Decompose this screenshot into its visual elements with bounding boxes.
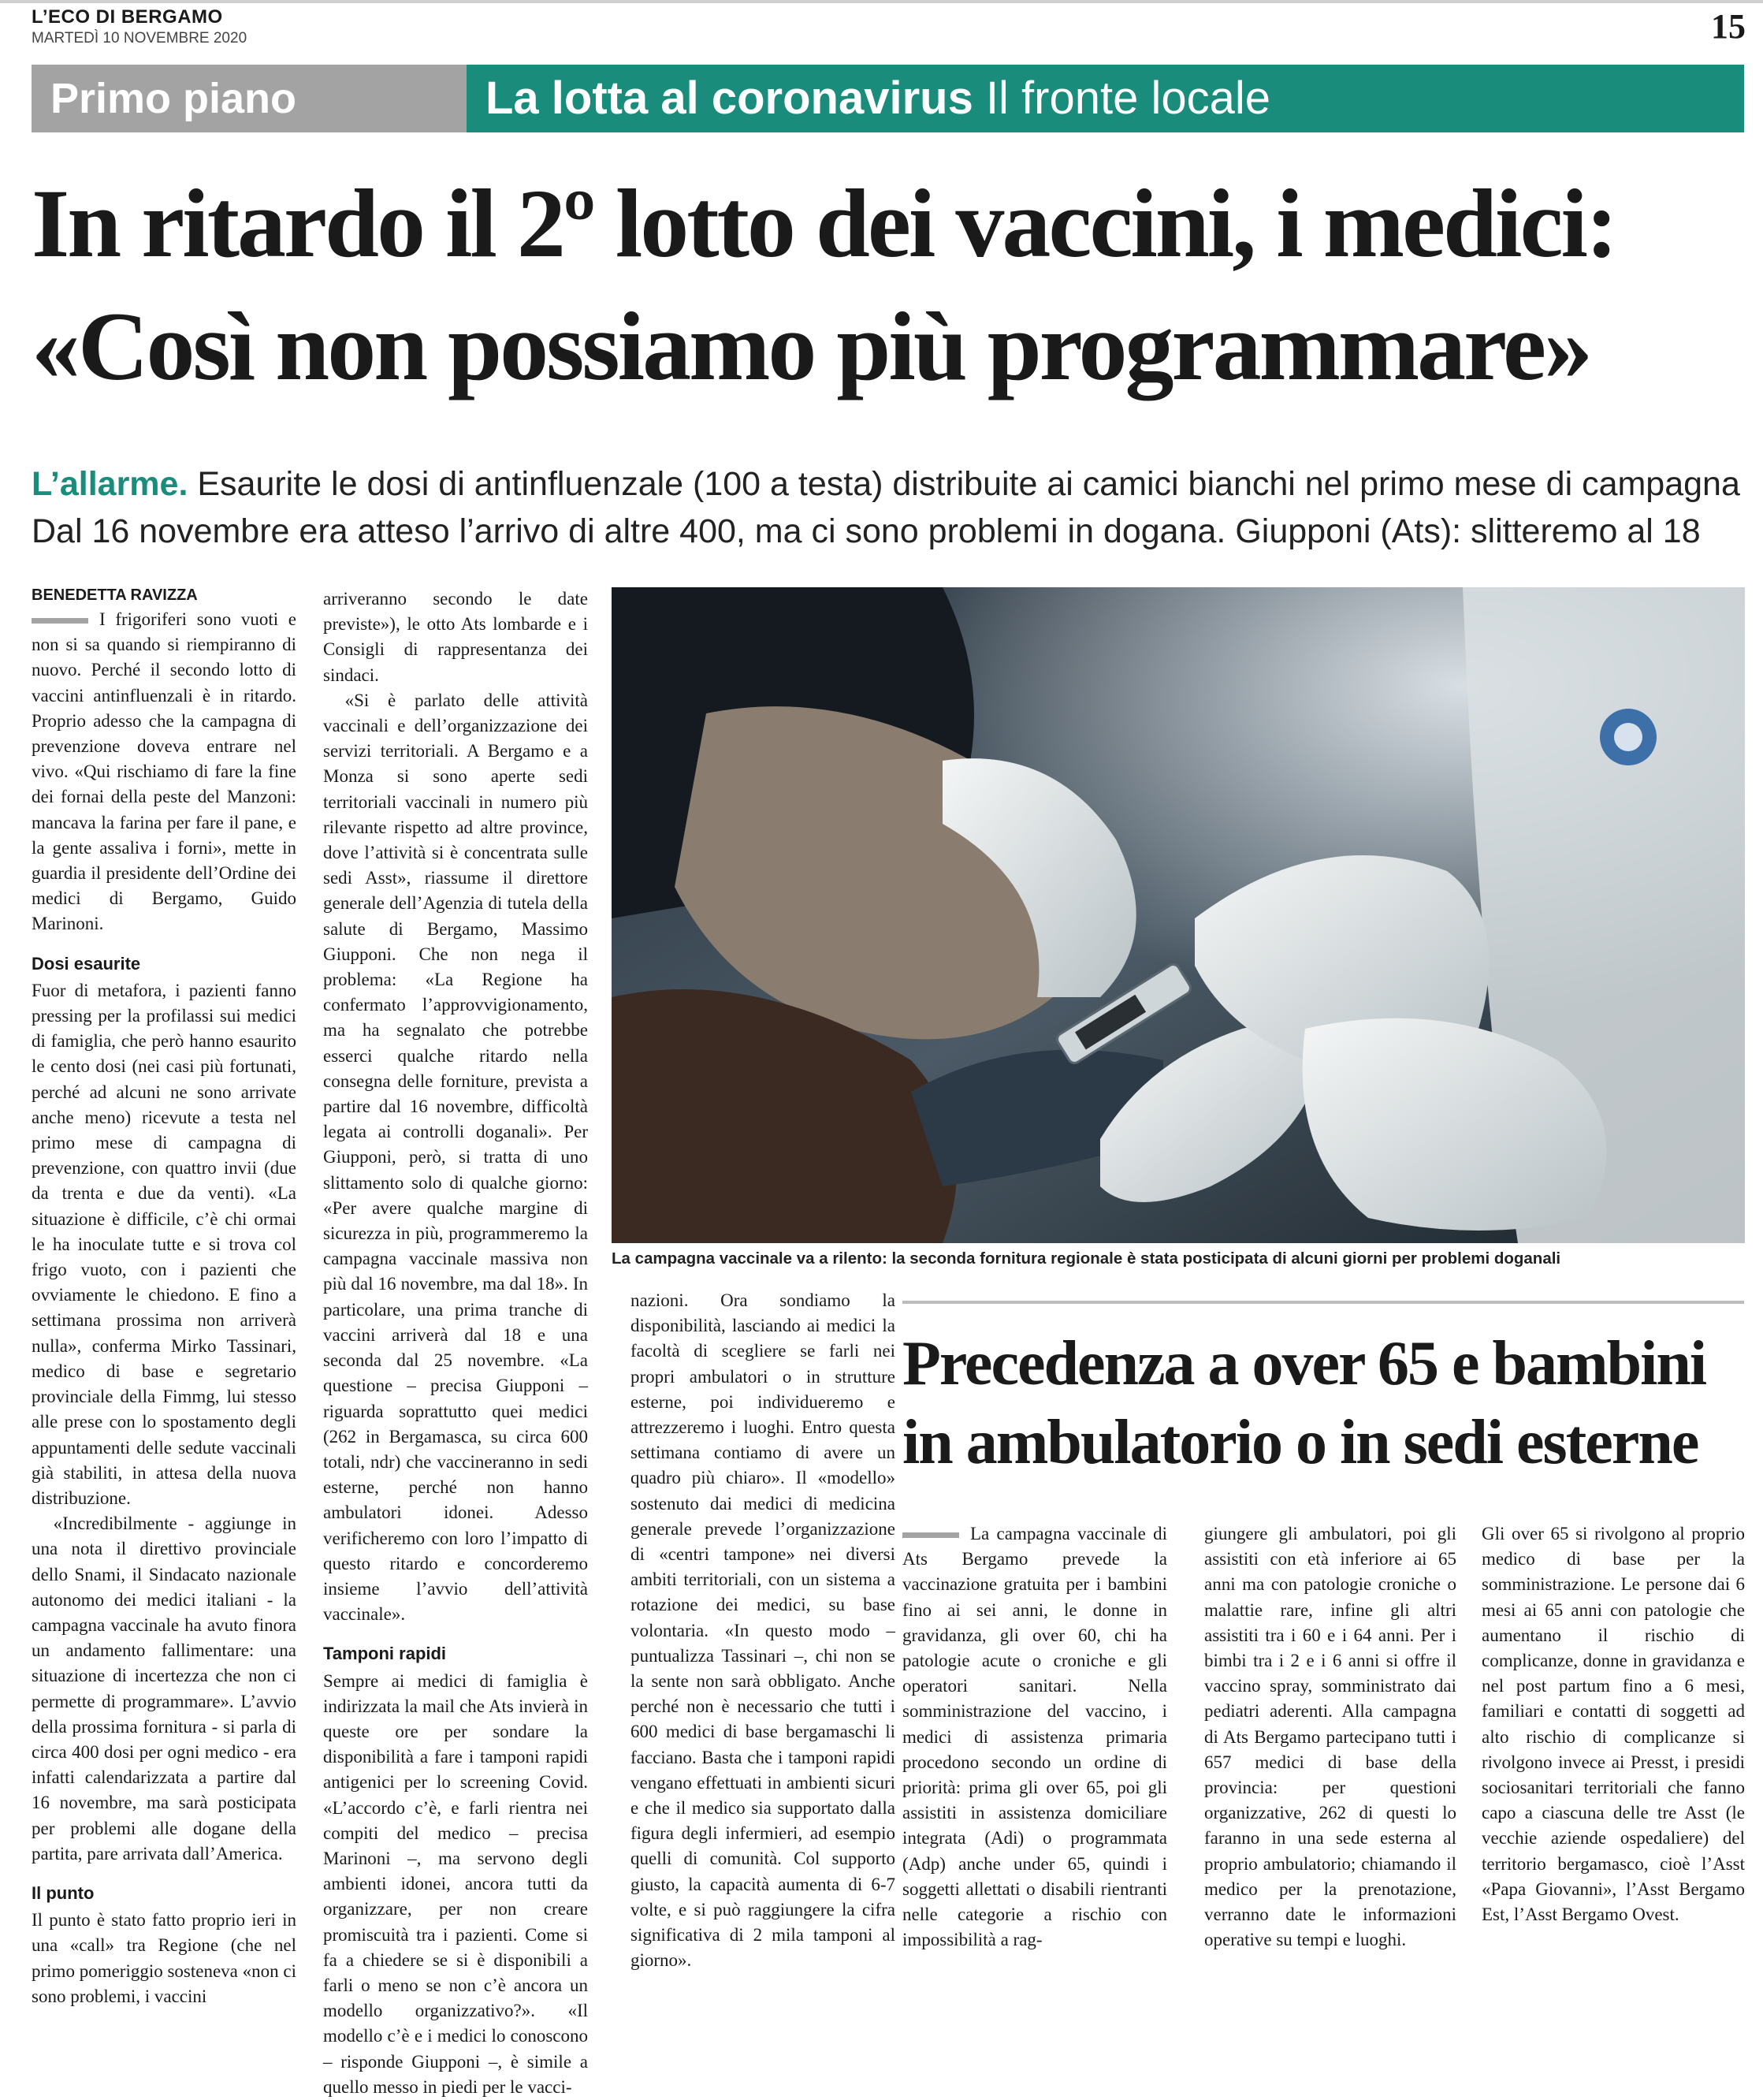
sidebar-rule bbox=[902, 1301, 1744, 1304]
page-number: 15 bbox=[1711, 7, 1746, 46]
subheading-tamponi-rapidi: Tamponi rapidi bbox=[323, 1644, 447, 1664]
sidebar-column-2 bbox=[1204, 1521, 1456, 1953]
paragraph: I frigoriferi sono vuoti e non si sa quando si riempiranno di nuovo. Perché il secondo lotto di vaccini antinfluenzali è in ritardo. Proprio adesso che la campagna di prevenzione doveva entrare nel vivo. «Qui rischiamo di fare la fine dei fornai della peste del Manzoni: mancava la farina per fare il pane, e la gente assaliva i forni», mette in guardia il presidente dell’Ordine dei medici di Bergamo, Guido Marinoni. bbox=[32, 609, 296, 934]
topic-bold: La lotta al coronavirus bbox=[485, 73, 973, 124]
vaccination-photo bbox=[612, 587, 1745, 1243]
paragraph: La campagna vaccinale di Ats Bergamo prevede la vaccinazione gratuita per i bambini fino ai sei anni, le donne in gravidanza, gli over 60, chi ha patologie acute o croniche e gli operatori sanitari. Nella somministrazione del vaccino, i medici di assistenza primaria procedono secondo un ordine di priorità: prima gli over 65, poi gli assistiti in assistenza domiciliare integrata (Adi) o programmata (Adp) anche under 65, quindi i soggetti allettati o disabili rientranti nelle categorie a rischio con impossibilità a rag- bbox=[902, 1524, 1167, 1950]
headline-line-1: In ritardo il 2º lotto dei vaccini, i medici: bbox=[32, 169, 1616, 277]
subheading-il-punto: Il punto bbox=[32, 1882, 95, 1903]
sidebar-headline-line-2: in ambulatorio o in sedi esterne bbox=[902, 1408, 1698, 1477]
paragraph: «Si è parlato delle attività vaccinali e dell’organizzazione dei servizi territoriali. A Bergamo e a Monza si sono aperte sedi territoriali vaccinali in numero più rilevante rispetto ad altre province, dove l’attività si è concentrata sulle sedi Asst», riassume il direttore generale dell’Agenzia di tutela della salute di Bergamo, Massimo Giupponi. Che non nega il problema: «La Regione ha confermato l’approvvigionamento, ma ha segnalato che potrebbe esserci qualche ritardo nella consegna delle forniture, prevista a partire dal 16 novembre, difficoltà legata ai controlli doganali». Per Giupponi, però, si tratta di uno slittamento solo di qualche giorno: «Per avere qualche margine di sicurezza in più, programmeremo la campagna vaccinale massiva non più dal 16 novembre, ma dal 18». In particolare, una prima tranche di vaccini arriverà dal 18 e una seconda dal 25 novembre. «La questione – precisa Giupponi – riguarda soprattutto quei medici (262 in Bergamasca, su circa 600 totali, ndr) che vaccineranno in sedi esterne, perché non hanno ambulatori idonei. Adesso verificheremo con loro l’impatto di questo ritardo e concorderemo insieme l’avvio dell’attività vaccinale». bbox=[323, 690, 588, 1625]
sidebar-column-3 bbox=[1482, 1521, 1745, 1927]
subhead-kicker: L’allarme. bbox=[32, 465, 188, 503]
paragraph: Fuor di metafora, i pazienti fanno pressing per la profilassi sui medici di famiglia, che però hanno esaurito le cento dosi (nei casi più fortunati, perché ad alcuni ne sono arrivate anche meno) ricevute a testa nel primo mese di campagna di prevenzione, con quattro invii (due da trenta e due da venti). «La situazione è difficile, c’è chi ormai le ha inoculate tutte e si trova col frigo vuoto, con i pazienti che ovviamente le chiedono. E fino a settimana prossima non arriverà nulla», conferma Mirko Tassinari, medico di base e segretario provinciale della Fimmg, lui stesso alle prese con lo spostamento degli appuntamenti delle sedute vaccinali già stabiliti, in attesa della nuova distribuzione. bbox=[32, 980, 296, 1508]
subheading-dosi-esaurite: Dosi esaurite bbox=[32, 953, 141, 974]
paragraph: Gli over 65 si rivolgono al proprio medico di base per la somministrazione. Le persone dai 6 mesi ai 65 anni con patologie che aumentano il rischio di complicanze, donne in gravidanza e nel post partum fino a 6 mesi, familiari e contatti di soggetti ad alto rischio di complicanze si rivolgono invece ai Presst, i presidi sociosanitari territoriali che fanno capo a ciascuna delle tre Asst (le vecchie aziende ospedaliere) del territorio bergamasco, cioè l’Asst «Papa Giovanni», l’Asst Bergamo Est, l’Asst Bergamo Ovest. bbox=[1482, 1524, 1745, 1925]
headline-line-2: «Così non possiamo più programmare» bbox=[32, 292, 1590, 400]
sidebar-headline-line-1: Precedenza a over 65 e bambini bbox=[902, 1329, 1706, 1398]
paragraph: arriveranno secondo le date previste»), le otto Ats lombarde e i Consigli di rappresentanza dei sindaci. bbox=[323, 589, 588, 685]
lead-dash bbox=[32, 618, 88, 624]
paragraph: Sempre ai medici di famiglia è indirizzata la mail che Ats invierà in queste ore per sondare la disponibilità a fare i tamponi rapidi antigenici per lo screening Covid. «L’accordo c’è, e farli rientra nei compiti del medico – precisa Marinoni –, ma servono degli ambienti idonei, ancora tutti da organizzare, per non creare promiscuità tra i pazienti. Come si fa a chiedere se si è disponibili a farli o meno se non c’è ancora un modello organizzativo?». «Il modello c’è e i medici lo conoscono – risponde Giupponi –, è simile a quello messo in piedi per le vacci- bbox=[323, 1670, 588, 2097]
paragraph: «Incredibilmente - aggiunge in una nota il direttivo provinciale dello Snami, il Sindacato nazionale autonomo dei medici italiani - la campagna vaccinale ha avuto finora un andamento fallimentare: una situazione di incertezza che non ci permette di programmare». L’avvio della prossima fornitura - si parla di circa 400 dosi per ogni medico - era infatti calendarizzata a partire dal 16 novembre, ma sarà posticipata per problemi alle dogane della partita, pare arrivata dall’America. bbox=[32, 1514, 296, 1864]
topic-light: Il fronte locale bbox=[973, 73, 1271, 124]
vaccination-photo-illustration bbox=[612, 587, 1745, 1243]
article-column-2 bbox=[323, 586, 588, 2100]
subhead-line-2: Dal 16 novembre era atteso l’arrivo di altre 400, ma ci sono problemi in dogana. Giupponi (Ats): slitteremo al 18 bbox=[32, 512, 1701, 550]
subheadline bbox=[32, 460, 1750, 555]
byline: BENEDETTA RAVIZZA bbox=[32, 586, 198, 604]
article-column-1 bbox=[32, 607, 296, 2009]
subhead-line-1: Esaurite le dosi di antinfluenzale (100 a testa) distribuite ai camici bianchi nel primo mese di campagna bbox=[188, 465, 1740, 503]
newspaper-name: L’ECO DI BERGAMO bbox=[32, 6, 223, 28]
lead-dash bbox=[902, 1532, 959, 1538]
article-column-3 bbox=[630, 1288, 895, 1973]
section-label: Primo piano bbox=[32, 65, 467, 132]
paragraph: Il punto è stato fatto proprio ieri in una «call» tra Regione (che nel primo pomeriggio sosteneva «non ci sono problemi, i vaccini bbox=[32, 1910, 296, 2006]
photo-caption: La campagna vaccinale va a rilento: la seconda fornitura regionale è stata posticipata di alcuni giorni per problemi doganali bbox=[612, 1249, 1561, 1268]
top-border bbox=[0, 0, 1763, 3]
sidebar-column-1 bbox=[902, 1521, 1167, 1953]
issue-date: MARTEDÌ 10 NOVEMBRE 2020 bbox=[32, 30, 247, 47]
paragraph: nazioni. Ora sondiamo la disponibilità, lasciando ai medici la facoltà di scegliere se farli nei propri ambulatori o in strutture esterne, poi individueremo e attrezzeremo i luoghi. Entro questa settimana contiamo di avere un quadro più chiaro». Il «modello» sostenuto dai medici di medicina generale prevede l’organizzazione di «centri tampone» nei diversi ambiti territoriali, con un sistema a rotazione dei medici, su base volontaria. «In questo modo – puntualizza Tassinari –, chi non se la sente non sarà obbligato. Anche perché non è necessario che tutti i 600 medici di base bergamaschi li facciano. Basta che i tamponi rapidi vengano effettuati in ambienti sicuri e che il medico sia supportato dalla figura degli infermieri, ad esempio quelli di comunità. Col supporto giusto, la capacità aumenta di 6-7 volte, e si può raggiungere la cifra significativa di 2 mila tamponi al giorno». bbox=[630, 1290, 895, 1971]
paragraph: giungere gli ambulatori, poi gli assistiti con età inferiore ai 65 anni ma con patologie croniche o malattie rare, infine gli altri assistiti tra i 60 e i 64 anni. Per i bimbi tra i 2 e i 6 anni si offre il vaccino spray, somministrato dai pediatri aderenti. Alla campagna di Ats Bergamo partecipano tutti i 657 medici di base della provincia: per questioni organizzative, 262 di questi lo faranno in una sede esterna al proprio ambulatorio; chiamando il medico per la prenotazione, verranno date le informazioni operative su tempi e luoghi. bbox=[1204, 1524, 1456, 1950]
topic-banner bbox=[467, 65, 1744, 132]
